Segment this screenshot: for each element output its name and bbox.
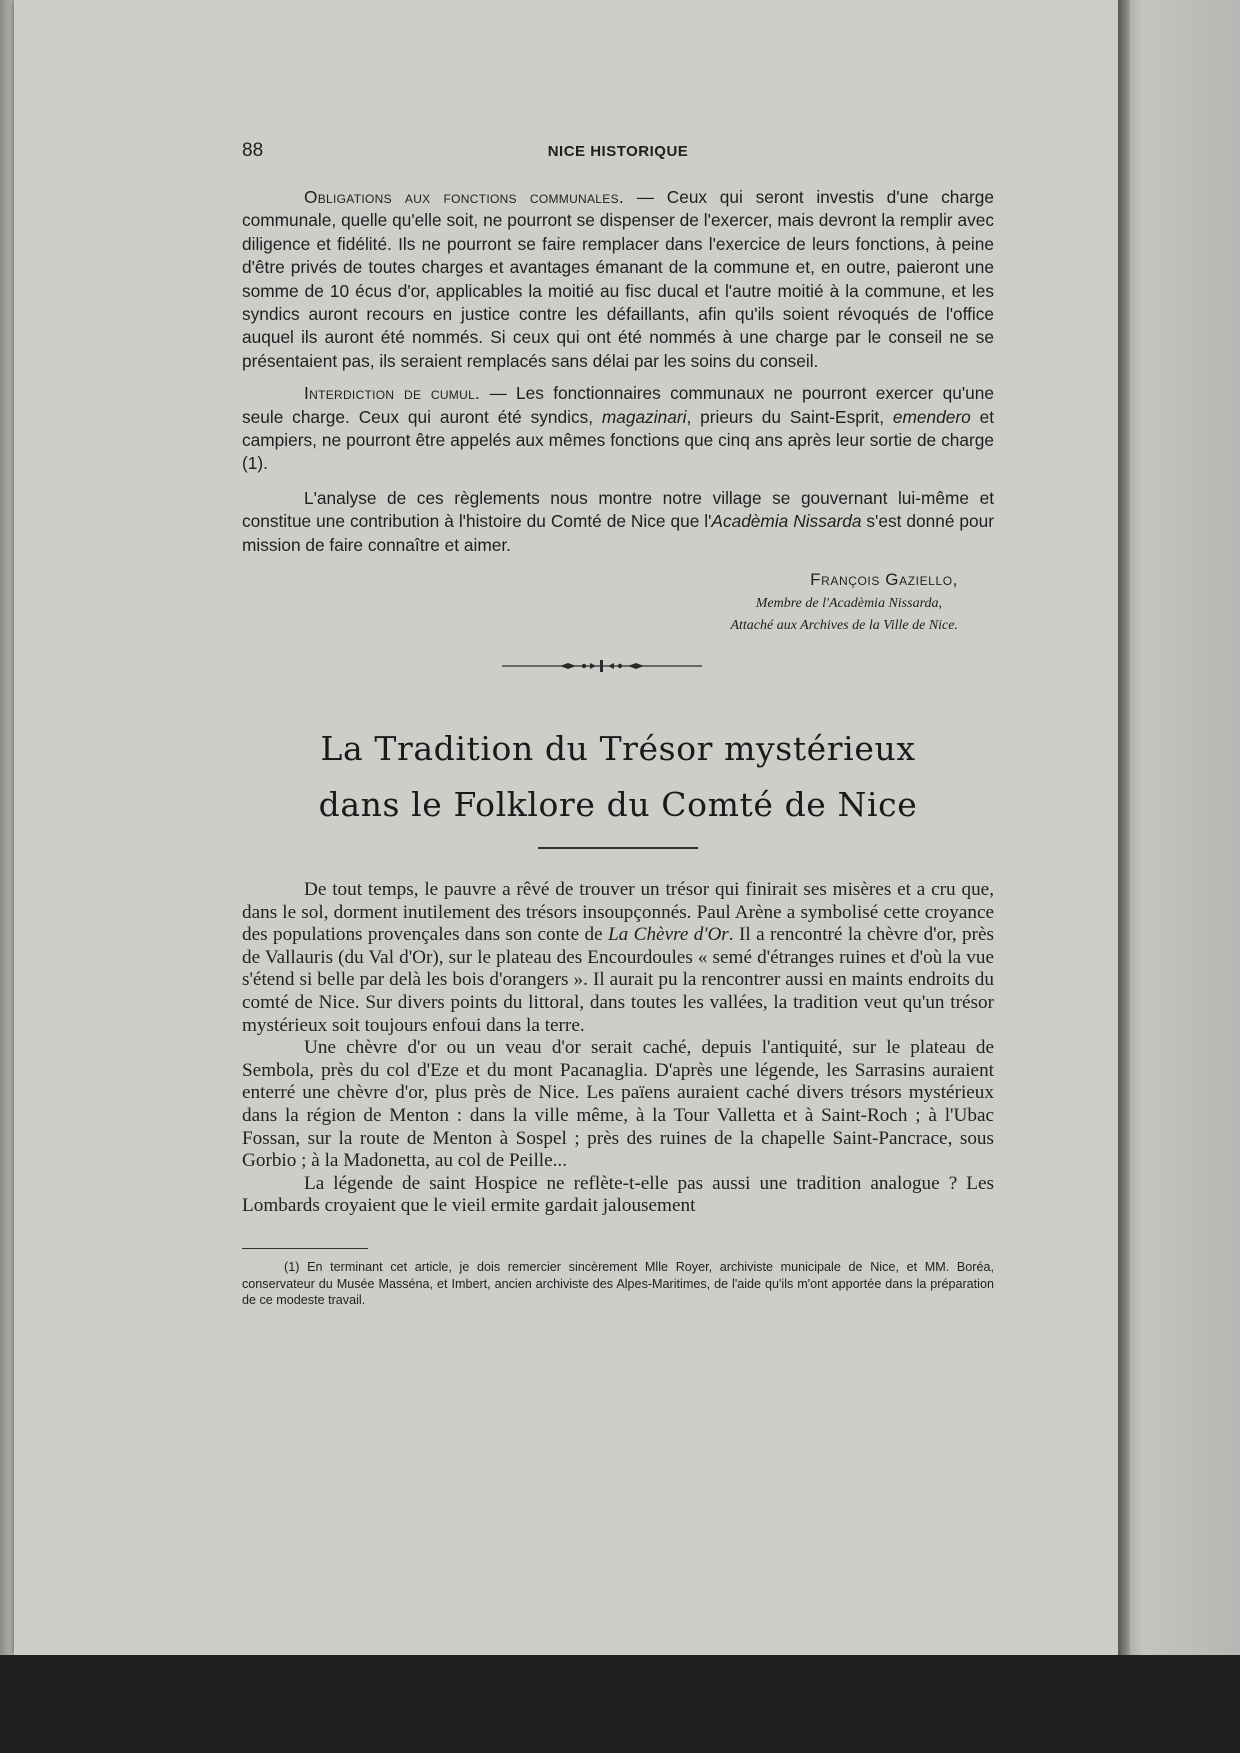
paragraph-obligations (242, 186, 994, 373)
page-number: 88 (242, 140, 264, 161)
paragraph-1 (242, 879, 994, 1037)
paragraph-analyse (242, 487, 994, 557)
title-line-1: La Tradition du Trésor mystérieux (320, 729, 916, 769)
italic-title: La Chèvre d'Or (608, 924, 729, 946)
section-heading-obligations: Obligations aux fonctions communales. (304, 187, 624, 207)
title-line-2: dans le Folklore du Comté de Nice (318, 785, 918, 825)
paragraph-text: De tout temps, le pauvre a rêvé de trouver un trésor qui finirait ses misères et a cru que, dans le sol, dorment inutilement des trésors insoupçonnés. Paul Arène a symbolisé cette croyance des populations provençales dans son conte de (242, 879, 994, 946)
paragraph-text: . Il a rencontré la chèvre d'or, près de Vallauris (du Val d'Or), sur le plateau des Encourdoules « semé d'étranges ruines et d'où la vue s'étend si belle par delà les bois d'orangers ». Il aurait pu la rencontrer aussi en maints endroits du comté de Nice. Sur divers points du littoral, dans toutes les vallées, la tradition veut qu'un trésor mystérieux soit toujours enfoui dans la terre. (242, 924, 995, 1036)
italic-term: emendero (892, 406, 971, 427)
page-content (242, 140, 994, 1309)
footnote-separator (242, 1248, 368, 1249)
facing-page-edge (1118, 0, 1240, 1655)
paragraph-text: s'est donné pour mission de faire connaître et aimer. (242, 511, 994, 555)
paragraph-text: — Les fonctionnaires communaux ne pourront exercer qu'une seule charge. Ceux qui auront été syndics, (242, 383, 995, 427)
title-underline (538, 847, 698, 849)
journal-title: NICE HISTORIQUE (547, 143, 689, 160)
paragraph-text: L'analyse de ces règlements nous montre notre village se gouvernant lui-même et constitue une contribution à l'histoire du Comté de Nice que l' (242, 487, 994, 532)
paragraph-2: Une chèvre d'or ou un veau d'or serait caché, depuis l'antiquité, sur le plateau de Sembola, près du col d'Eze et du mont Pacanaglia. D'après une légende, les Sarrasins auraient enterré une chèvre d'or, plus près de Nice. Les païens auraient caché divers trésors mystérieux dans la région de Menton : dans la ville même, à la Tour Valletta et à Saint-Roch ; à l'Ubac Fossan, sur la route de Menton à Sospel ; près des ruines de la chapelle Saint-Pancrace, sous Gorbio ; à la Madonetta, au col de Peille... (242, 1037, 994, 1172)
author-position: Attaché aux Archives de la Ville de Nice. (730, 618, 958, 634)
paragraph-text: et campiers, ne pourront être appelés aux mêmes fonctions que cinq ans après leur sortie de charge (1). (242, 406, 995, 474)
article-title (242, 721, 994, 849)
ornament-divider-icon (502, 659, 702, 673)
article-conclusion (242, 186, 994, 557)
binding-shadow (1118, 0, 1130, 1655)
italic-term: magazinari (601, 406, 687, 427)
author-affiliation: Membre de l'Acadèmia Nissarda, (755, 596, 942, 612)
paragraph-text: , prieurs du Saint-Esprit, (686, 406, 893, 427)
paragraph-text: — Ceux qui seront investis d'une charge communale, quelle qu'elle soit, ne pourront se dispenser de l'exercer, mais devront la remplir avec diligence et fidélité. Ils ne pourront se faire remplacer dans l'exercice de leurs fonctions, à peine d'être privés de toutes charges et avantages émanant de la commune et, en outre, paieront une somme de 10 écus d'or, applicables la moitié au fisc ducal et l'autre moitié à la commune, et les syndics auront recours en justice contre les défaillants, afin qu'ils soient révoqués de l'office auquel ils auront été nommés. Si ceux qui ont été nommés à une charge par le conseil ne se présentaient pas, ils seraient remplacés sans délai par les soins du conseil. (242, 187, 994, 371)
paragraph-interdiction (242, 382, 994, 476)
author-name: François Gaziello, (810, 570, 958, 590)
paragraph-3: La légende de saint Hospice ne reflète-t-elle pas aussi une tradition analogue ? Les Lombards croyaient que le vieil ermite gardait jalousement (242, 1172, 994, 1217)
running-header (242, 140, 994, 170)
section-ornament (242, 651, 994, 681)
scan-background (0, 1655, 1240, 1753)
footnote: (1) En terminant cet article, je dois remercier sincèrement Mlle Royer, archiviste municipale de Nice, et MM. Boréa, conservateur du Musée Masséna, et Imbert, ancien archiviste des Alpes-Maritimes, de l'aide qu'ils m'ont apportée dans la préparation de ce modeste travail. (242, 1260, 994, 1307)
italic-term: Acadèmia Nissarda (711, 511, 862, 532)
page-left-edge (0, 0, 14, 1655)
author-signature (242, 567, 994, 637)
article-body (242, 879, 994, 1218)
section-heading-interdiction: Interdiction de cumul. (304, 383, 481, 404)
